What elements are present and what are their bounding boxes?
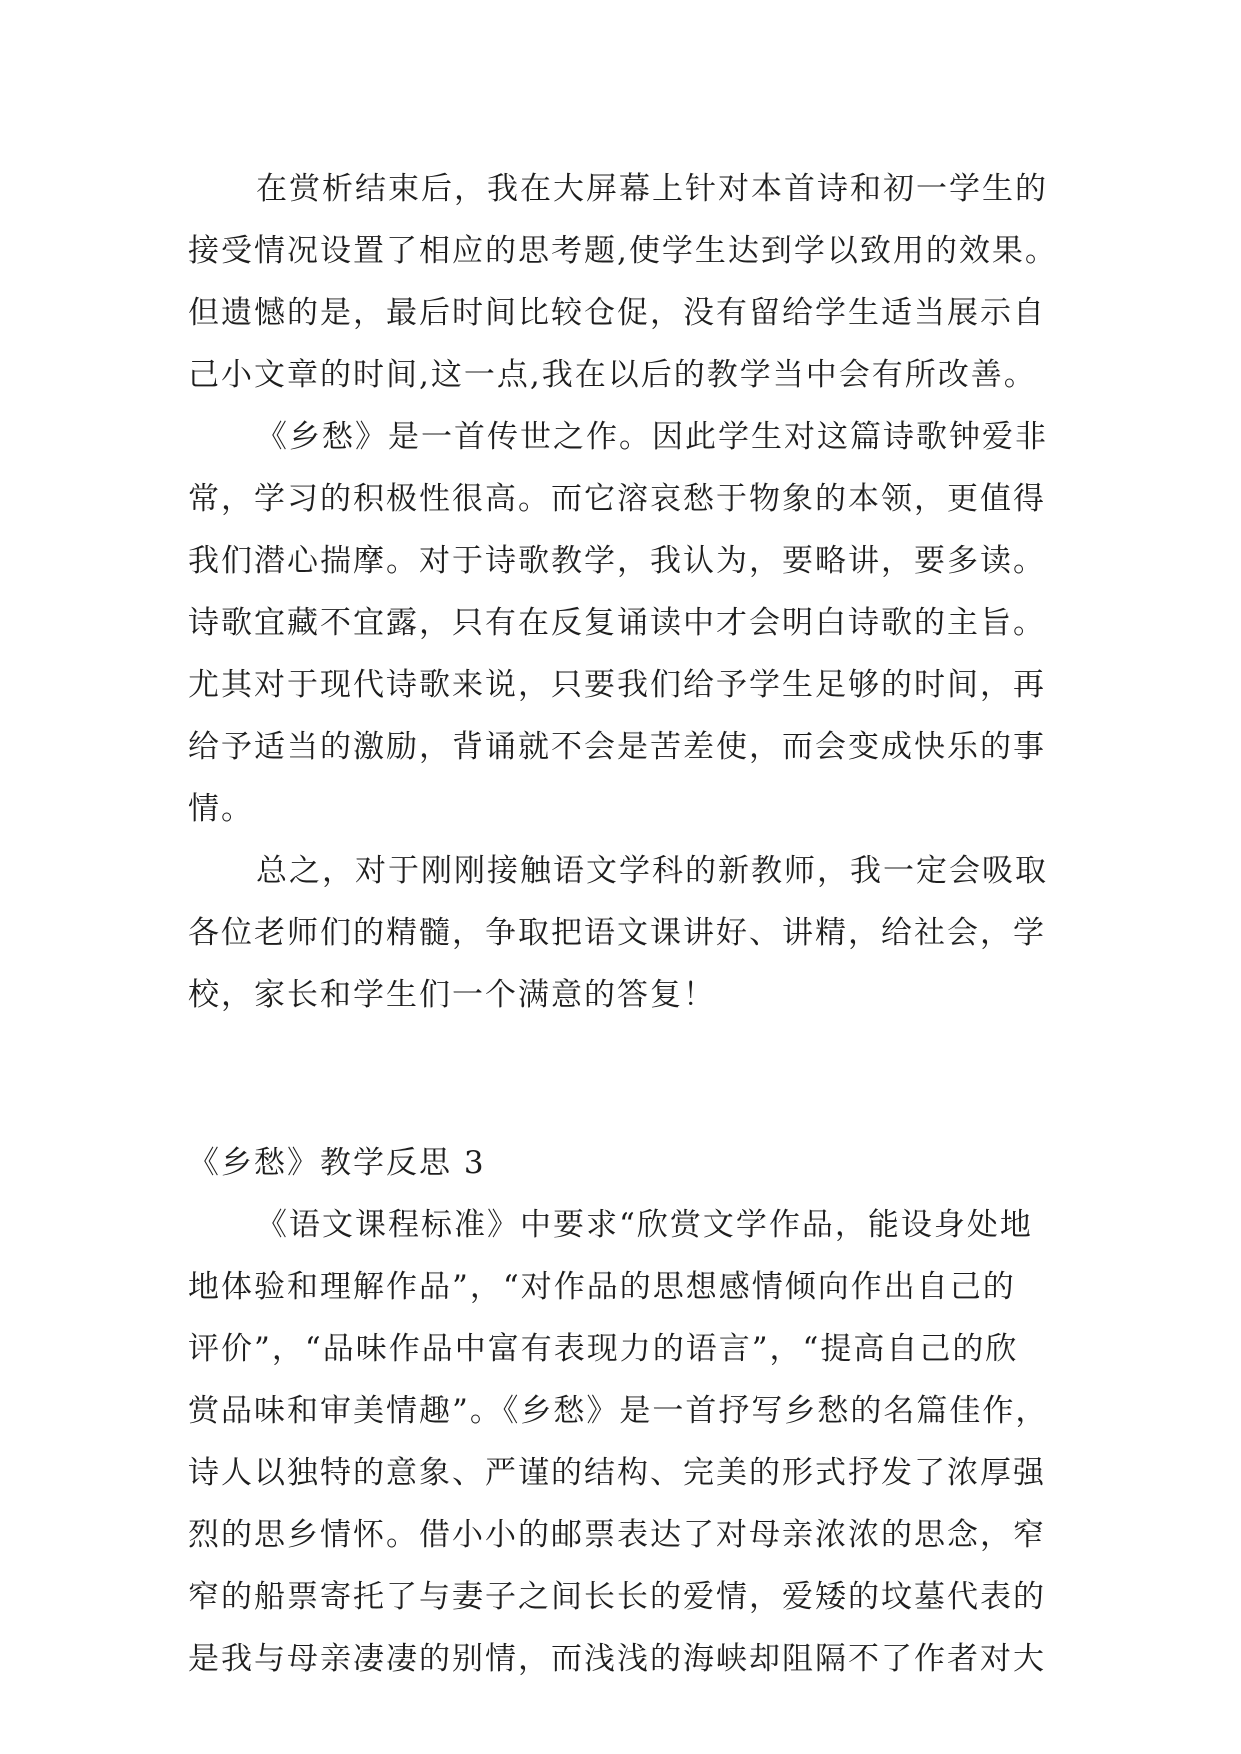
text-line: 赏品味和审美情趣”。《乡愁》是一首抒写乡愁的名篇佳作， — [188, 1393, 1049, 1429]
text-line: 接受情况设置了相应的思考题,使学生达到学以致用的效果。 — [188, 233, 1058, 269]
text-line: 《乡愁》是一首传世之作。因此学生对这篇诗歌钟爱非 — [256, 419, 1048, 455]
text-line: 校，家长和学生们一个满意的答复！ — [188, 977, 716, 1013]
text-line: 诗人以独特的意象、严谨的结构、完美的形式抒发了浓厚强 — [188, 1455, 1046, 1491]
text-line: 《语文课程标准》中要求“欣赏文学作品，能设身处地 — [256, 1207, 1033, 1243]
text-line: 尤其对于现代诗歌来说，只要我们给予学生足够的时间，再 — [188, 667, 1046, 703]
section-spacer — [188, 1026, 1068, 1132]
paragraph-3 — [188, 840, 1068, 1026]
text-line: 评价”，“品味作品中富有表现力的语言”，“提高自己的欣 — [188, 1331, 1019, 1367]
section-heading: 《乡愁》教学反思 3 — [188, 1145, 486, 1181]
text-line: 常，学习的积极性很高。而它溶哀愁于物象的本领，更值得 — [188, 481, 1046, 517]
text-line: 地体验和理解作品”，“对作品的思想感情倾向作出自己的 — [188, 1269, 1016, 1305]
text-line: 但遗憾的是，最后时间比较仓促，没有留给学生适当展示自 — [188, 295, 1046, 331]
text-line: 窄的船票寄托了与妻子之间长长的爱情，爱矮的坟墓代表的 — [188, 1579, 1046, 1615]
text-line: 我们潜心揣摩。对于诗歌教学，我认为，要略讲，要多读。 — [188, 543, 1046, 579]
document-body — [188, 158, 1068, 1690]
text-line: 给予适当的激励，背诵就不会是苦差使，而会变成快乐的事 — [188, 729, 1046, 765]
text-line: 各位老师们的精髓，争取把语文课讲好、讲精，给社会，学 — [188, 915, 1046, 951]
paragraph-2 — [188, 406, 1068, 840]
text-line: 诗歌宜藏不宜露，只有在反复诵读中才会明白诗歌的主旨。 — [188, 605, 1046, 641]
text-line: 是我与母亲凄凄的别情，而浅浅的海峡却阻隔不了作者对大 — [188, 1641, 1046, 1677]
paragraph-4 — [188, 1194, 1068, 1690]
text-line: 总之，对于刚刚接触语文学科的新教师，我一定会吸取 — [256, 853, 1048, 889]
paragraph-1 — [188, 158, 1068, 406]
text-line: 烈的思乡情怀。借小小的邮票表达了对母亲浓浓的思念，窄 — [188, 1517, 1046, 1553]
text-line: 己小文章的时间,这一点,我在以后的教学当中会有所改善。 — [188, 357, 1037, 393]
text-line: 情。 — [188, 791, 254, 827]
text-line: 在赏析结束后，我在大屏幕上针对本首诗和初一学生的 — [256, 171, 1048, 207]
